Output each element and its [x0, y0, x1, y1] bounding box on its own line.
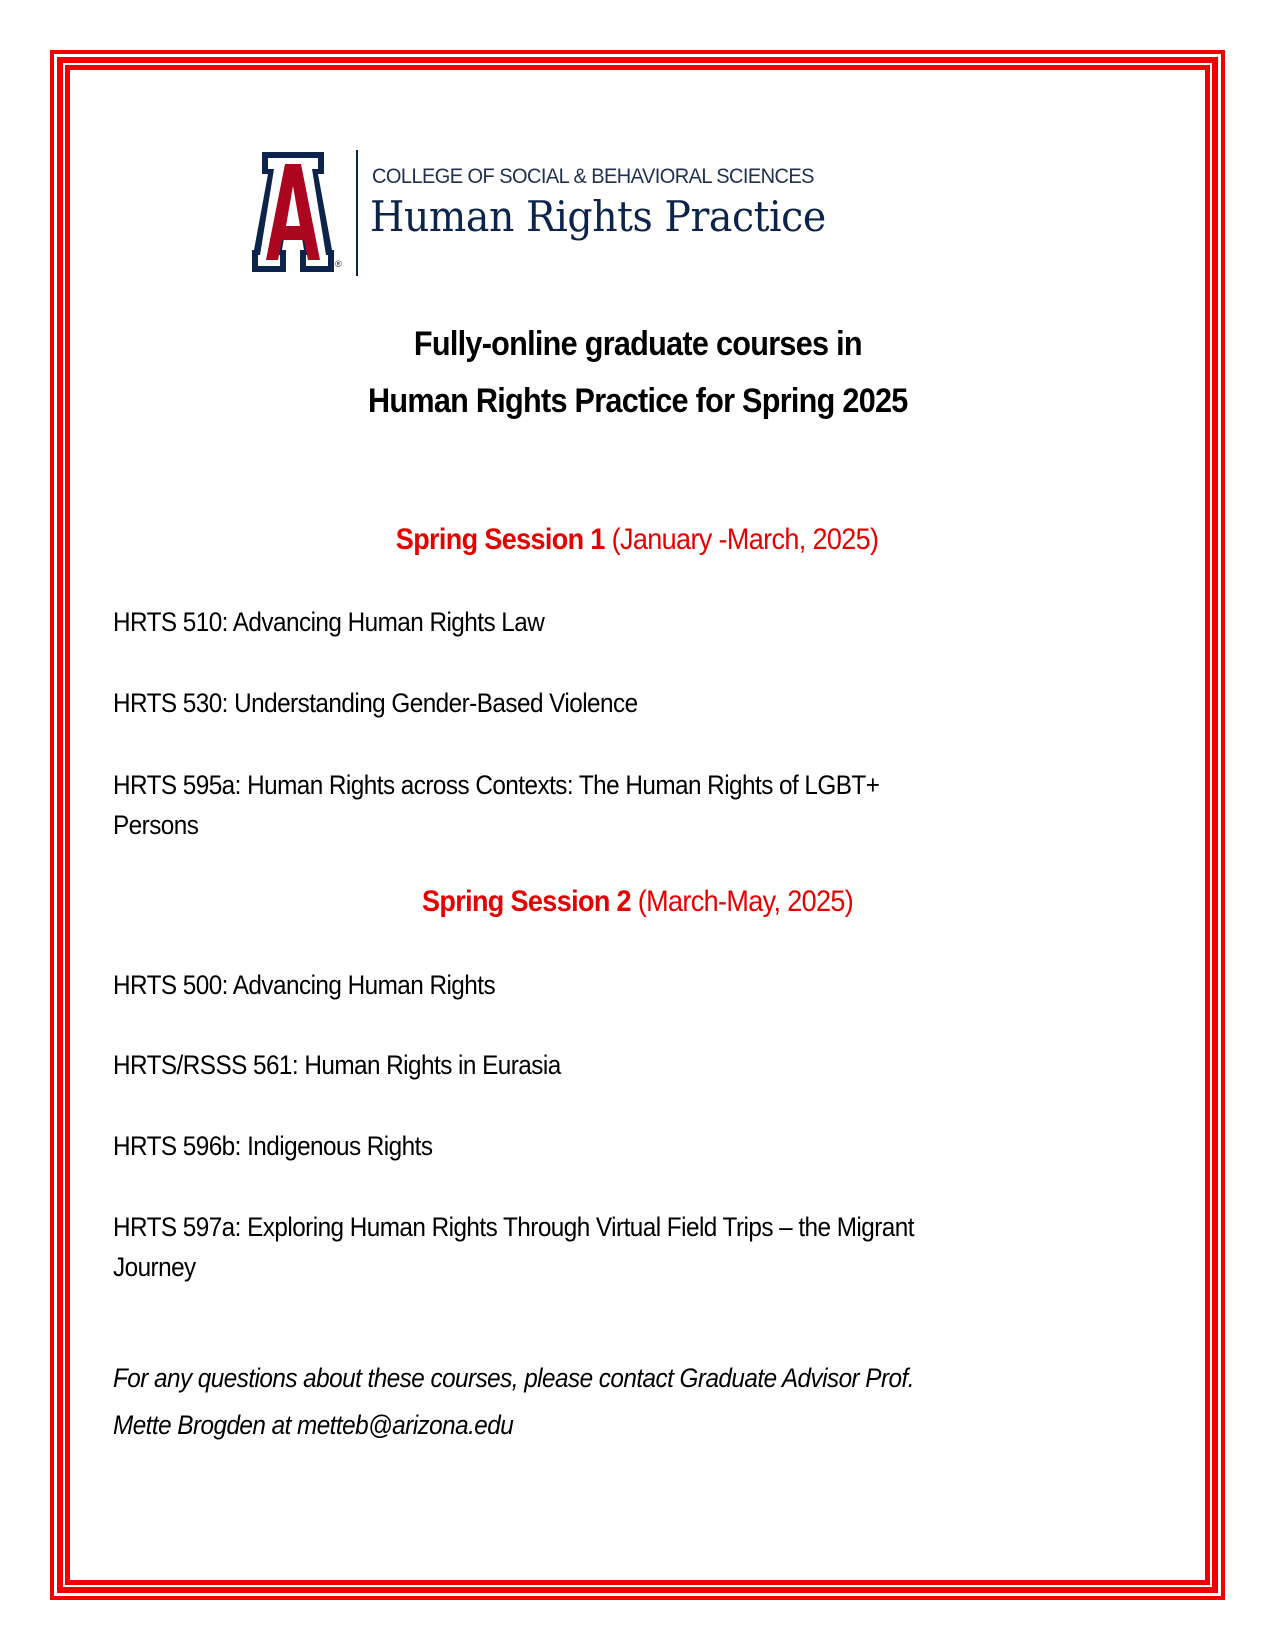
- course-hrts-530: HRTS 530: Understanding Gender-Based Violence: [113, 688, 638, 718]
- course-hrts-510: HRTS 510: Advancing Human Rights Law: [113, 607, 545, 637]
- session-dates: (March-May, 2025): [630, 885, 854, 918]
- registered-mark: ®: [335, 259, 342, 269]
- logo-divider: [356, 150, 358, 276]
- session-name: Spring Session 2: [421, 885, 631, 918]
- course-hrts-597a: HRTS 597a: Exploring Human Rights Through Virtual Field Trips – the Migrant Journey: [113, 1212, 914, 1282]
- contact-note: [113, 1355, 914, 1449]
- course-hrts-500: HRTS 500: Advancing Human Rights: [113, 970, 496, 1000]
- university-a-logo-icon: [252, 152, 334, 272]
- contact-line-1: For any questions about these courses, please contact Graduate Advisor Prof.: [113, 1363, 914, 1393]
- session-dates: (January -March, 2025): [605, 523, 879, 556]
- session-name: Spring Session 1: [396, 523, 606, 556]
- page-title-line-2: Human Rights Practice for Spring 2025: [367, 382, 908, 420]
- course-hrts-596b: HRTS 596b: Indigenous Rights: [113, 1131, 433, 1161]
- course-hrts-rsss-561: HRTS/RSSS 561: Human Rights in Eurasia: [113, 1050, 561, 1080]
- session-1-heading: [0, 523, 1275, 557]
- contact-line-2: Mette Brogden at metteb@arizona.edu: [113, 1410, 514, 1440]
- program-name: Human Rights Practice: [370, 192, 826, 241]
- college-name: COLLEGE OF SOCIAL & BEHAVIORAL SCIENCES: [372, 164, 814, 188]
- session-2-heading: [0, 885, 1275, 919]
- page-title-line-1: Fully-online graduate courses in: [413, 325, 862, 363]
- course-hrts-595a: HRTS 595a: Human Rights across Contexts: The Human Rights of LGBT+ Persons: [113, 770, 880, 840]
- advisor-email-link[interactable]: metteb@arizona.edu: [296, 1410, 514, 1440]
